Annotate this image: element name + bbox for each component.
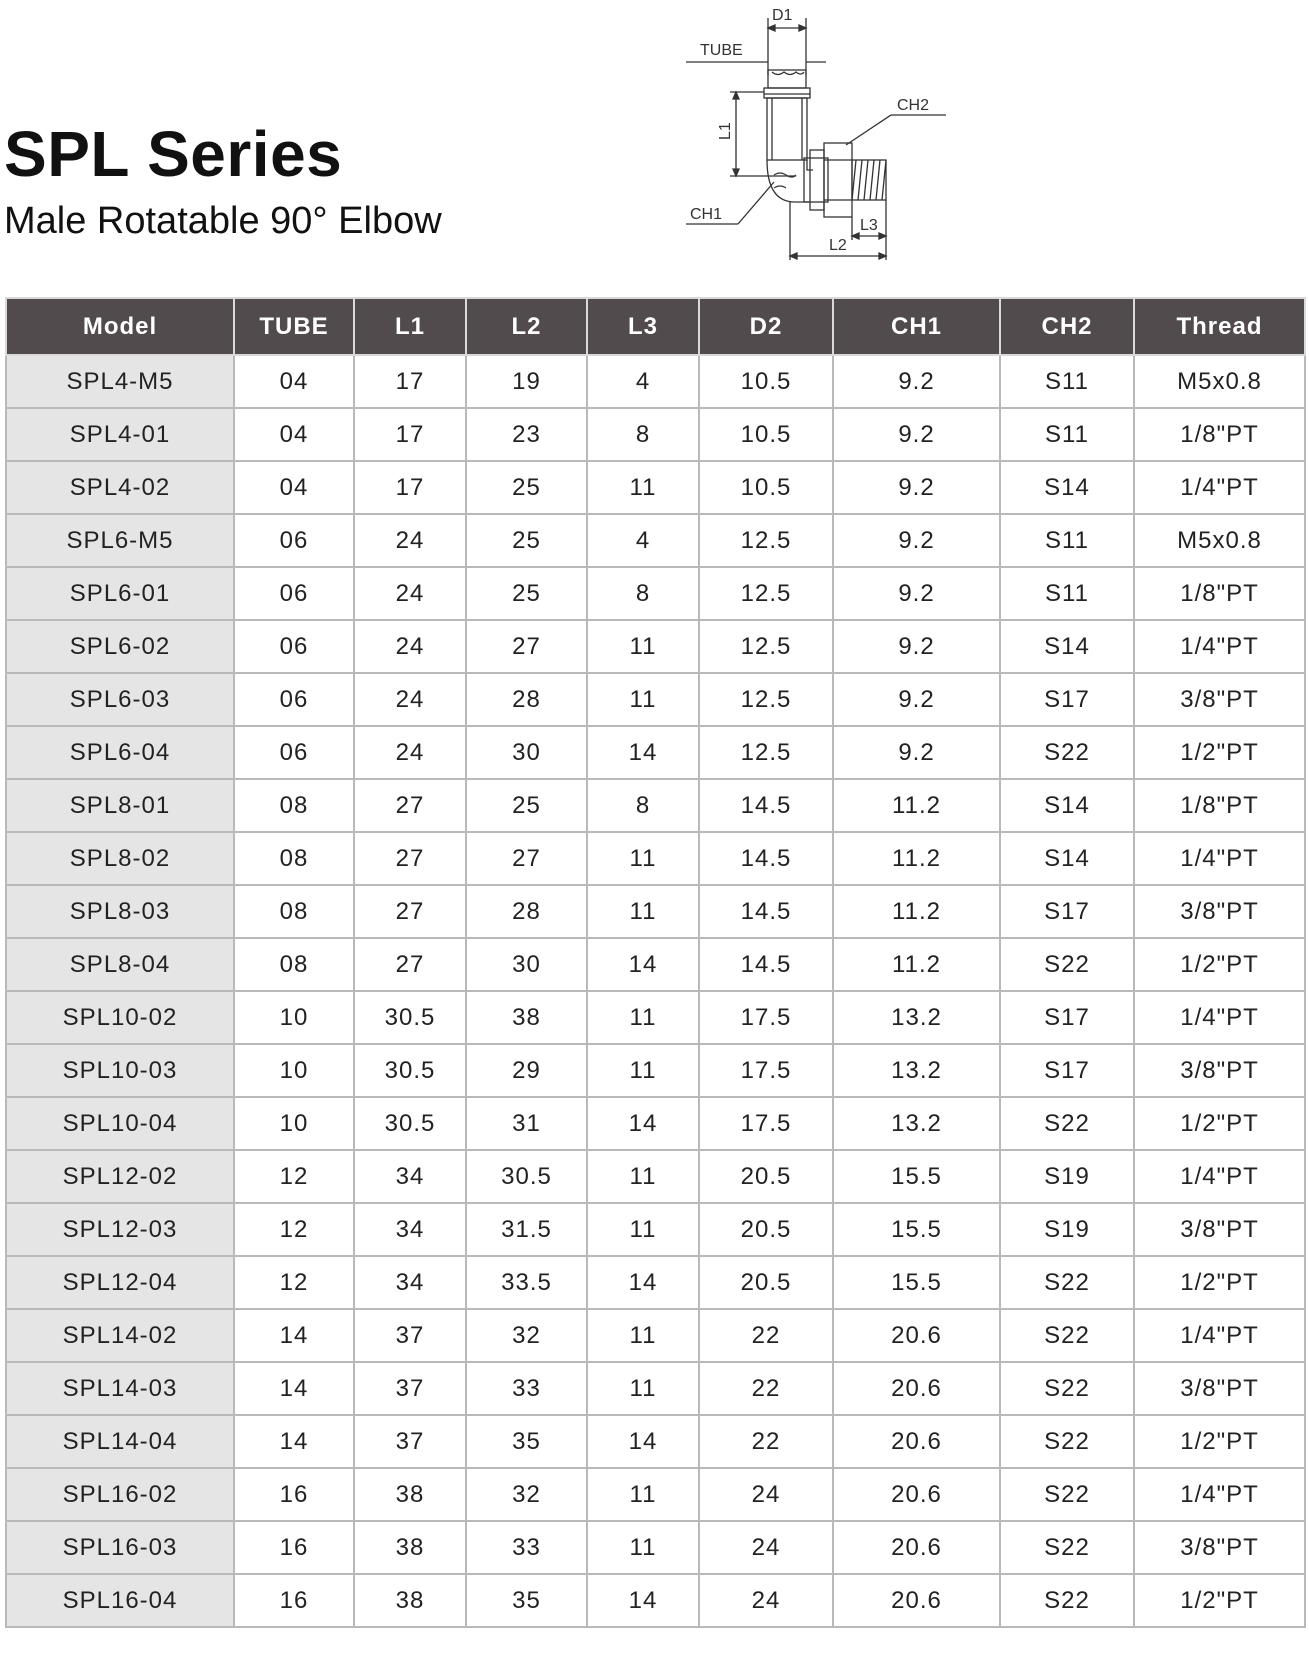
table-row <box>6 514 1305 567</box>
cell-l2: 32 <box>466 1468 587 1521</box>
cell-l1: 38 <box>354 1521 466 1574</box>
table-row <box>6 726 1305 779</box>
cell-ch2: S22 <box>1000 1362 1134 1415</box>
cell-thread: 1/2"PT <box>1134 938 1305 991</box>
cell-ch2: S17 <box>1000 885 1134 938</box>
cell-tube: 10 <box>234 1097 354 1150</box>
cell-thread: M5x0.8 <box>1134 514 1305 567</box>
cell-l2: 25 <box>466 461 587 514</box>
column-header-l3: L3 <box>587 298 699 355</box>
cell-l3: 14 <box>587 726 699 779</box>
cell-d2: 14.5 <box>699 938 833 991</box>
cell-d2: 10.5 <box>699 461 833 514</box>
cell-thread: 1/2"PT <box>1134 1256 1305 1309</box>
cell-thread: 1/4"PT <box>1134 620 1305 673</box>
cell-d2: 22 <box>699 1362 833 1415</box>
cell-l2: 30.5 <box>466 1150 587 1203</box>
spec-table <box>5 297 1306 1628</box>
table-row <box>6 567 1305 620</box>
cell-tube: 14 <box>234 1362 354 1415</box>
table-row <box>6 461 1305 514</box>
cell-model: SPL4-02 <box>6 461 234 514</box>
l3-label: L3 <box>860 217 878 234</box>
cell-ch1: 9.2 <box>833 673 1000 726</box>
cell-ch1: 20.6 <box>833 1521 1000 1574</box>
cell-model: SPL8-04 <box>6 938 234 991</box>
cell-ch2: S17 <box>1000 673 1134 726</box>
cell-tube: 04 <box>234 408 354 461</box>
cell-l3: 11 <box>587 673 699 726</box>
cell-tube: 16 <box>234 1574 354 1627</box>
cell-l2: 27 <box>466 832 587 885</box>
table-row <box>6 1362 1305 1415</box>
cell-tube: 06 <box>234 514 354 567</box>
cell-model: SPL10-02 <box>6 991 234 1044</box>
cell-ch1: 15.5 <box>833 1256 1000 1309</box>
cell-ch2: S22 <box>1000 726 1134 779</box>
cell-l3: 11 <box>587 1044 699 1097</box>
cell-tube: 06 <box>234 620 354 673</box>
cell-thread: 1/8"PT <box>1134 567 1305 620</box>
ch1-label: CH1 <box>690 206 723 223</box>
l2-label: L2 <box>829 237 847 254</box>
d1-label: D1 <box>772 7 793 24</box>
cell-l1: 37 <box>354 1415 466 1468</box>
cell-tube: 06 <box>234 726 354 779</box>
cell-l1: 27 <box>354 779 466 832</box>
cell-model: SPL16-03 <box>6 1521 234 1574</box>
header-row <box>6 298 1305 355</box>
table-row <box>6 1150 1305 1203</box>
cell-l2: 19 <box>466 355 587 408</box>
page-subtitle: Male Rotatable 90° Elbow <box>4 200 442 242</box>
cell-tube: 14 <box>234 1309 354 1362</box>
table-row <box>6 620 1305 673</box>
cell-thread: 1/8"PT <box>1134 779 1305 832</box>
cell-l3: 8 <box>587 408 699 461</box>
cell-thread: 1/4"PT <box>1134 832 1305 885</box>
cell-d2: 20.5 <box>699 1256 833 1309</box>
table-row <box>6 1203 1305 1256</box>
cell-model: SPL10-04 <box>6 1097 234 1150</box>
cell-ch1: 13.2 <box>833 1097 1000 1150</box>
cell-thread: 1/4"PT <box>1134 1309 1305 1362</box>
cell-ch2: S11 <box>1000 355 1134 408</box>
cell-thread: 1/2"PT <box>1134 726 1305 779</box>
cell-tube: 04 <box>234 461 354 514</box>
page-header <box>0 0 1309 290</box>
cell-l3: 11 <box>587 1362 699 1415</box>
cell-l3: 11 <box>587 1468 699 1521</box>
cell-ch2: S11 <box>1000 514 1134 567</box>
cell-tube: 08 <box>234 885 354 938</box>
cell-l1: 27 <box>354 832 466 885</box>
cell-d2: 17.5 <box>699 1044 833 1097</box>
cell-ch2: S22 <box>1000 1468 1134 1521</box>
cell-l1: 24 <box>354 567 466 620</box>
cell-model: SPL14-02 <box>6 1309 234 1362</box>
cell-ch2: S22 <box>1000 1415 1134 1468</box>
cell-thread: 3/8"PT <box>1134 673 1305 726</box>
cell-ch2: S22 <box>1000 1309 1134 1362</box>
cell-l3: 8 <box>587 779 699 832</box>
l1-label: L1 <box>717 122 734 140</box>
cell-ch2: S22 <box>1000 1097 1134 1150</box>
cell-d2: 12.5 <box>699 567 833 620</box>
cell-thread: 3/8"PT <box>1134 1203 1305 1256</box>
table-row <box>6 938 1305 991</box>
cell-ch1: 9.2 <box>833 461 1000 514</box>
cell-l1: 38 <box>354 1574 466 1627</box>
cell-model: SPL12-02 <box>6 1150 234 1203</box>
table-row <box>6 355 1305 408</box>
cell-l1: 30.5 <box>354 1097 466 1150</box>
cell-l3: 11 <box>587 620 699 673</box>
cell-d2: 20.5 <box>699 1150 833 1203</box>
cell-ch1: 9.2 <box>833 355 1000 408</box>
cell-tube: 12 <box>234 1203 354 1256</box>
cell-model: SPL14-03 <box>6 1362 234 1415</box>
cell-d2: 14.5 <box>699 885 833 938</box>
table-row <box>6 991 1305 1044</box>
cell-l1: 37 <box>354 1362 466 1415</box>
cell-model: SPL6-03 <box>6 673 234 726</box>
cell-thread: 3/8"PT <box>1134 885 1305 938</box>
cell-d2: 17.5 <box>699 991 833 1044</box>
cell-l3: 14 <box>587 1256 699 1309</box>
cell-tube: 08 <box>234 779 354 832</box>
tube-label: TUBE <box>700 42 743 59</box>
cell-thread: 1/2"PT <box>1134 1415 1305 1468</box>
cell-l2: 33 <box>466 1362 587 1415</box>
cell-ch1: 9.2 <box>833 567 1000 620</box>
cell-tube: 06 <box>234 673 354 726</box>
cell-ch2: S19 <box>1000 1150 1134 1203</box>
cell-tube: 04 <box>234 355 354 408</box>
cell-l1: 37 <box>354 1309 466 1362</box>
cell-thread: 1/4"PT <box>1134 991 1305 1044</box>
cell-d2: 22 <box>699 1415 833 1468</box>
cell-l3: 4 <box>587 355 699 408</box>
cell-l3: 11 <box>587 991 699 1044</box>
column-header-model: Model <box>6 298 234 355</box>
cell-l1: 17 <box>354 408 466 461</box>
cell-l2: 29 <box>466 1044 587 1097</box>
cell-thread: M5x0.8 <box>1134 355 1305 408</box>
cell-ch1: 20.6 <box>833 1415 1000 1468</box>
cell-d2: 24 <box>699 1574 833 1627</box>
cell-tube: 10 <box>234 1044 354 1097</box>
cell-l1: 34 <box>354 1150 466 1203</box>
cell-ch2: S22 <box>1000 938 1134 991</box>
cell-d2: 12.5 <box>699 673 833 726</box>
cell-l1: 38 <box>354 1468 466 1521</box>
cell-l2: 31 <box>466 1097 587 1150</box>
cell-l3: 14 <box>587 1574 699 1627</box>
cell-l1: 34 <box>354 1203 466 1256</box>
cell-model: SPL8-02 <box>6 832 234 885</box>
cell-l3: 11 <box>587 1521 699 1574</box>
cell-l2: 33 <box>466 1521 587 1574</box>
cell-model: SPL10-03 <box>6 1044 234 1097</box>
cell-ch1: 9.2 <box>833 514 1000 567</box>
cell-ch2: S17 <box>1000 1044 1134 1097</box>
cell-d2: 10.5 <box>699 408 833 461</box>
cell-ch1: 13.2 <box>833 1044 1000 1097</box>
cell-l3: 11 <box>587 832 699 885</box>
cell-thread: 1/8"PT <box>1134 408 1305 461</box>
cell-ch1: 20.6 <box>833 1468 1000 1521</box>
cell-model: SPL8-03 <box>6 885 234 938</box>
cell-l3: 11 <box>587 461 699 514</box>
column-header-l1: L1 <box>354 298 466 355</box>
cell-ch2: S19 <box>1000 1203 1134 1256</box>
cell-model: SPL16-04 <box>6 1574 234 1627</box>
column-header-thread: Thread <box>1134 298 1305 355</box>
cell-d2: 24 <box>699 1521 833 1574</box>
table-row <box>6 673 1305 726</box>
cell-l1: 30.5 <box>354 1044 466 1097</box>
cell-ch1: 11.2 <box>833 779 1000 832</box>
cell-ch1: 11.2 <box>833 885 1000 938</box>
cell-l1: 24 <box>354 620 466 673</box>
cell-l3: 11 <box>587 1309 699 1362</box>
cell-l2: 28 <box>466 885 587 938</box>
cell-ch1: 9.2 <box>833 726 1000 779</box>
cell-l2: 23 <box>466 408 587 461</box>
cell-thread: 1/4"PT <box>1134 1468 1305 1521</box>
cell-l1: 24 <box>354 514 466 567</box>
cell-d2: 12.5 <box>699 620 833 673</box>
cell-l2: 25 <box>466 567 587 620</box>
table-row <box>6 832 1305 885</box>
cell-l1: 24 <box>354 726 466 779</box>
cell-ch1: 15.5 <box>833 1150 1000 1203</box>
cell-ch1: 9.2 <box>833 620 1000 673</box>
cell-ch2: S22 <box>1000 1521 1134 1574</box>
cell-d2: 10.5 <box>699 355 833 408</box>
cell-l2: 35 <box>466 1415 587 1468</box>
cell-ch2: S14 <box>1000 620 1134 673</box>
cell-l1: 30.5 <box>354 991 466 1044</box>
cell-ch1: 11.2 <box>833 938 1000 991</box>
cell-l2: 25 <box>466 514 587 567</box>
cell-d2: 14.5 <box>699 832 833 885</box>
cell-ch2: S17 <box>1000 991 1134 1044</box>
elbow-fitting-drawing <box>686 0 956 275</box>
cell-tube: 12 <box>234 1256 354 1309</box>
cell-tube: 12 <box>234 1150 354 1203</box>
table-header <box>6 298 1305 355</box>
cell-ch1: 20.6 <box>833 1309 1000 1362</box>
cell-thread: 3/8"PT <box>1134 1044 1305 1097</box>
elbow-fitting-svg <box>686 0 956 275</box>
cell-ch2: S22 <box>1000 1574 1134 1627</box>
cell-model: SPL6-M5 <box>6 514 234 567</box>
cell-ch1: 20.6 <box>833 1574 1000 1627</box>
cell-model: SPL4-M5 <box>6 355 234 408</box>
cell-ch1: 13.2 <box>833 991 1000 1044</box>
table-row <box>6 1097 1305 1150</box>
cell-model: SPL16-02 <box>6 1468 234 1521</box>
cell-model: SPL6-04 <box>6 726 234 779</box>
cell-l2: 25 <box>466 779 587 832</box>
cell-model: SPL6-02 <box>6 620 234 673</box>
table-row <box>6 1044 1305 1097</box>
cell-model: SPL14-04 <box>6 1415 234 1468</box>
cell-l3: 11 <box>587 1203 699 1256</box>
cell-l1: 17 <box>354 461 466 514</box>
cell-model: SPL8-01 <box>6 779 234 832</box>
cell-l2: 32 <box>466 1309 587 1362</box>
table-row <box>6 1468 1305 1521</box>
cell-d2: 12.5 <box>699 514 833 567</box>
cell-tube: 08 <box>234 938 354 991</box>
cell-l3: 14 <box>587 1415 699 1468</box>
cell-l2: 27 <box>466 620 587 673</box>
cell-l1: 27 <box>354 938 466 991</box>
cell-tube: 14 <box>234 1415 354 1468</box>
cell-d2: 22 <box>699 1309 833 1362</box>
cell-d2: 17.5 <box>699 1097 833 1150</box>
table-row <box>6 1256 1305 1309</box>
ch2-label: CH2 <box>897 97 930 114</box>
table-row <box>6 408 1305 461</box>
cell-ch2: S22 <box>1000 1256 1134 1309</box>
cell-l2: 33.5 <box>466 1256 587 1309</box>
cell-ch1: 15.5 <box>833 1203 1000 1256</box>
cell-ch2: S14 <box>1000 832 1134 885</box>
cell-ch1: 9.2 <box>833 408 1000 461</box>
cell-l1: 24 <box>354 673 466 726</box>
table-row <box>6 885 1305 938</box>
cell-l2: 31.5 <box>466 1203 587 1256</box>
cell-ch2: S14 <box>1000 779 1134 832</box>
cell-l3: 14 <box>587 1097 699 1150</box>
cell-l3: 14 <box>587 938 699 991</box>
cell-model: SPL4-01 <box>6 408 234 461</box>
column-header-ch1: CH1 <box>833 298 1000 355</box>
cell-d2: 12.5 <box>699 726 833 779</box>
cell-d2: 24 <box>699 1468 833 1521</box>
cell-tube: 10 <box>234 991 354 1044</box>
cell-ch2: S11 <box>1000 567 1134 620</box>
cell-thread: 3/8"PT <box>1134 1521 1305 1574</box>
cell-l1: 34 <box>354 1256 466 1309</box>
table-body <box>6 355 1305 1627</box>
cell-model: SPL12-04 <box>6 1256 234 1309</box>
page-title: SPL Series <box>4 118 343 190</box>
table-row <box>6 1415 1305 1468</box>
cell-thread: 1/2"PT <box>1134 1574 1305 1627</box>
cell-l2: 28 <box>466 673 587 726</box>
cell-tube: 16 <box>234 1521 354 1574</box>
table-row <box>6 1574 1305 1627</box>
cell-l2: 38 <box>466 991 587 1044</box>
cell-l2: 30 <box>466 726 587 779</box>
cell-ch1: 20.6 <box>833 1362 1000 1415</box>
cell-thread: 1/2"PT <box>1134 1097 1305 1150</box>
cell-d2: 14.5 <box>699 779 833 832</box>
cell-d2: 20.5 <box>699 1203 833 1256</box>
cell-ch1: 11.2 <box>833 832 1000 885</box>
cell-l1: 17 <box>354 355 466 408</box>
cell-l2: 30 <box>466 938 587 991</box>
cell-l2: 35 <box>466 1574 587 1627</box>
cell-tube: 08 <box>234 832 354 885</box>
cell-ch2: S11 <box>1000 408 1134 461</box>
cell-l3: 8 <box>587 567 699 620</box>
column-header-d2: D2 <box>699 298 833 355</box>
table-row <box>6 1521 1305 1574</box>
cell-thread: 1/4"PT <box>1134 1150 1305 1203</box>
cell-model: SPL6-01 <box>6 567 234 620</box>
cell-thread: 3/8"PT <box>1134 1362 1305 1415</box>
column-header-tube: TUBE <box>234 298 354 355</box>
cell-tube: 16 <box>234 1468 354 1521</box>
cell-l1: 27 <box>354 885 466 938</box>
table-row <box>6 779 1305 832</box>
cell-thread: 1/4"PT <box>1134 461 1305 514</box>
column-header-ch2: CH2 <box>1000 298 1134 355</box>
cell-model: SPL12-03 <box>6 1203 234 1256</box>
table-row <box>6 1309 1305 1362</box>
cell-l3: 11 <box>587 885 699 938</box>
cell-l3: 4 <box>587 514 699 567</box>
cell-l3: 11 <box>587 1150 699 1203</box>
column-header-l2: L2 <box>466 298 587 355</box>
cell-ch2: S14 <box>1000 461 1134 514</box>
cell-tube: 06 <box>234 567 354 620</box>
